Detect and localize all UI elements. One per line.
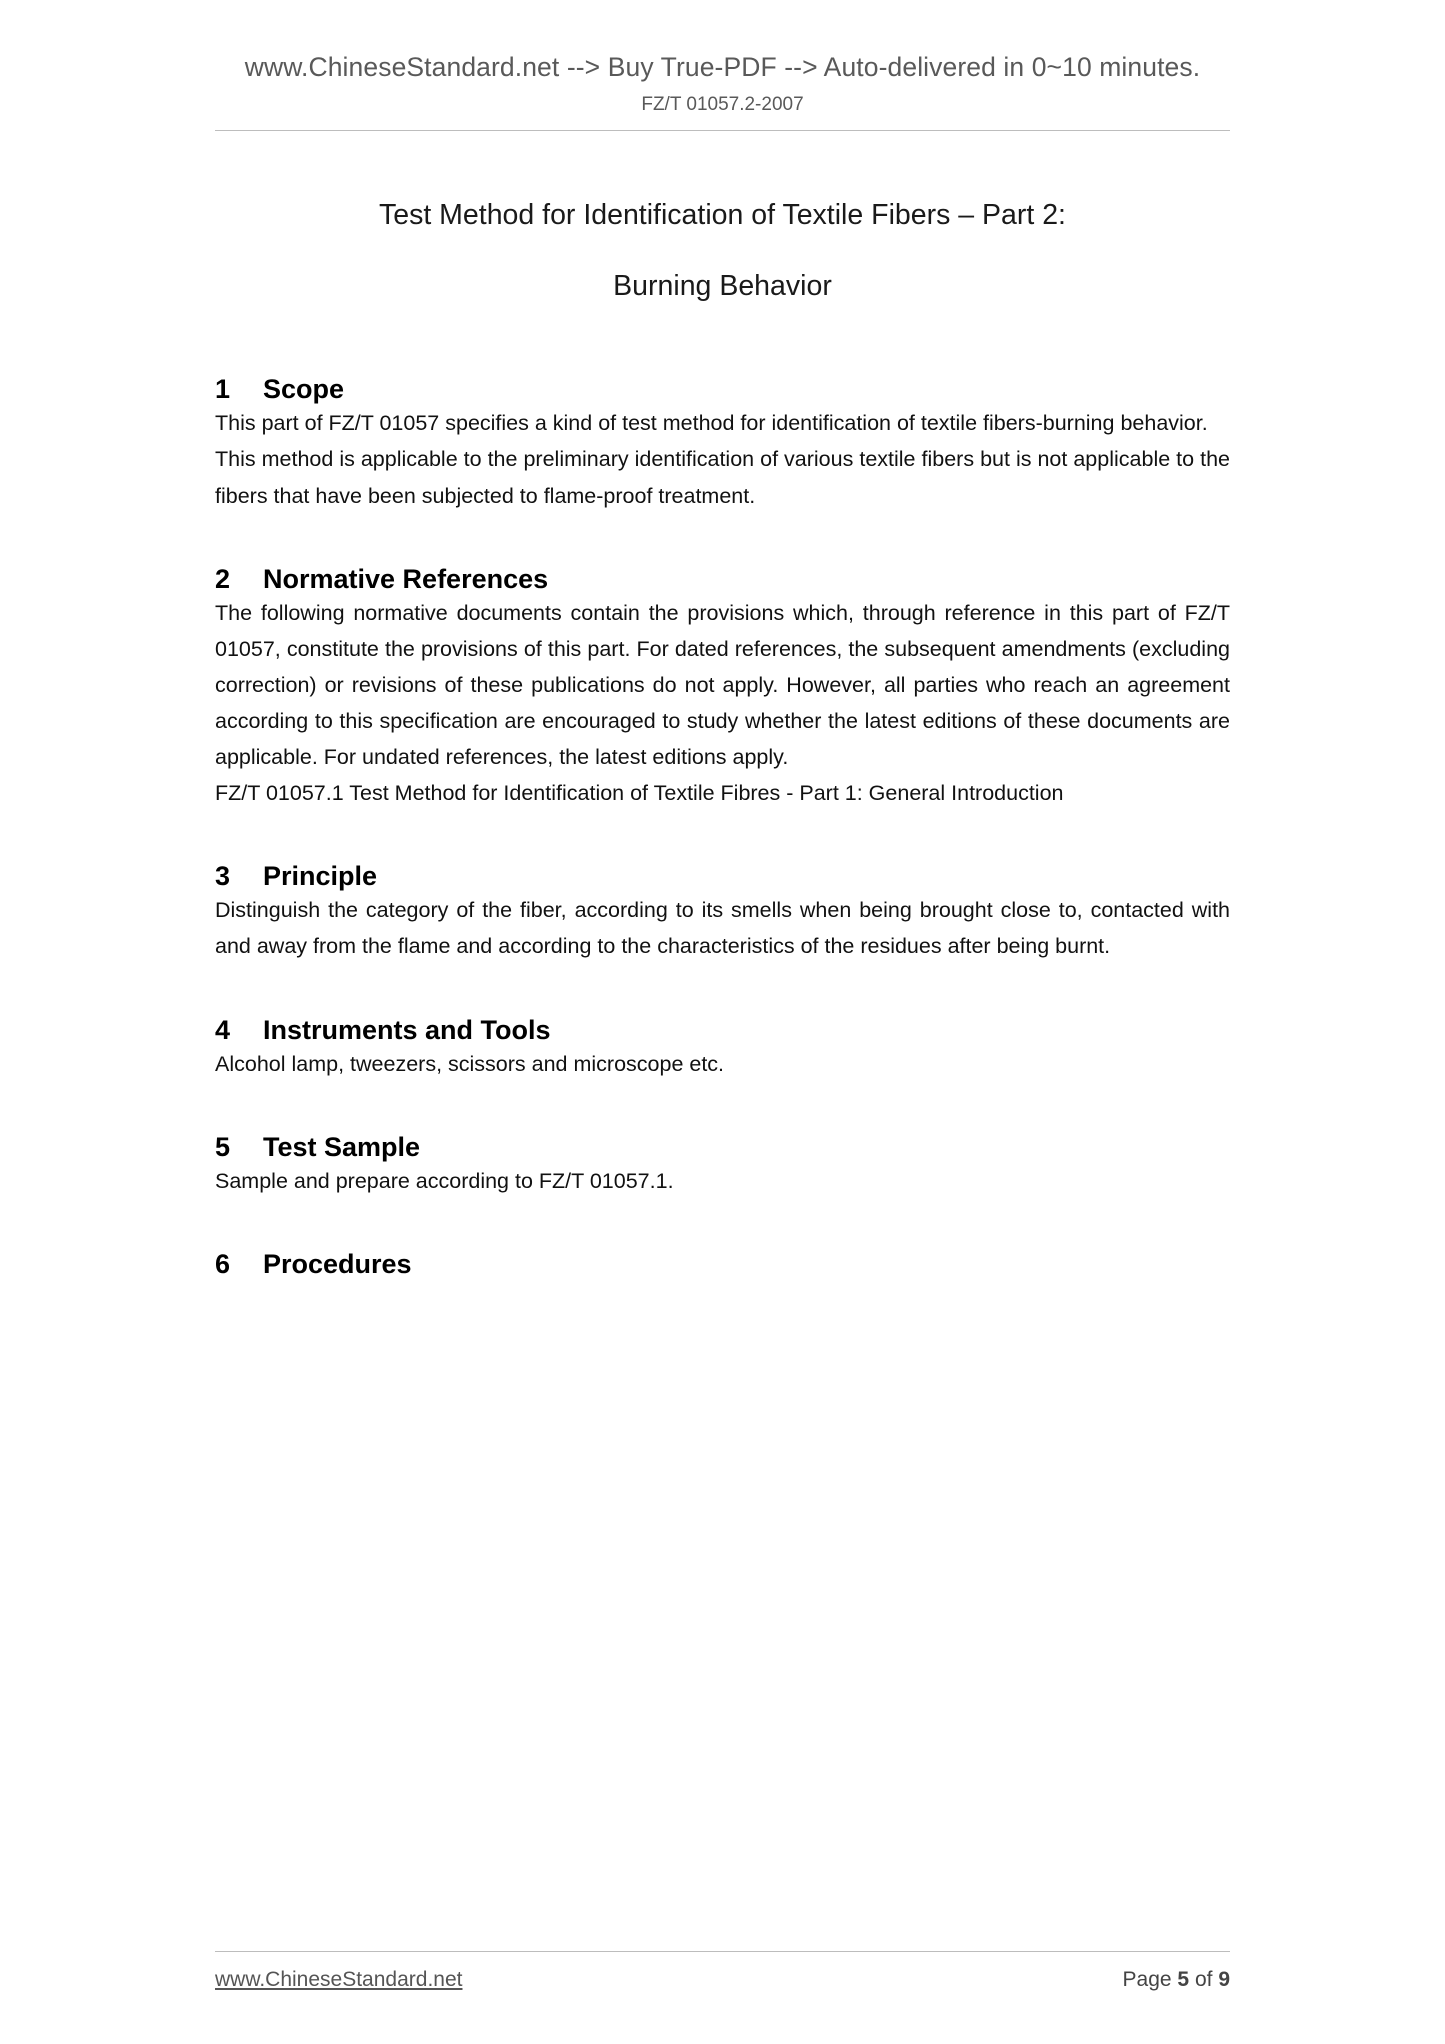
section-title: Test Sample xyxy=(263,1131,421,1162)
section-heading-test-sample xyxy=(215,1132,1230,1163)
section-heading-scope xyxy=(215,374,1230,405)
page-footer xyxy=(0,1951,1445,1992)
section-heading-normative-references xyxy=(215,564,1230,595)
page-total: 9 xyxy=(1218,1968,1230,1991)
header-divider xyxy=(215,130,1230,131)
paragraph: This method is applicable to the preliminary identification of various textile fibers but is not applicable to the fibers that have been subjected to flame-proof treatment. xyxy=(215,447,1230,508)
paragraph: Sample and prepare according to FZ/T 01057.1. xyxy=(215,1168,674,1193)
page-of-label: of xyxy=(1194,1968,1213,1991)
section-number: 2 xyxy=(215,563,231,594)
section-title: Scope xyxy=(263,374,345,405)
document-body xyxy=(215,193,1230,1280)
page-indicator xyxy=(1123,1968,1230,1992)
section-number: 5 xyxy=(215,1131,231,1162)
page-header xyxy=(0,0,1445,131)
paragraph: This part of FZ/T 01057 specifies a kind of test method for identification of textile fibers-burning behavior. xyxy=(215,411,1208,436)
section-heading-procedures xyxy=(215,1249,1230,1280)
page-label: Page xyxy=(1122,1968,1172,1991)
section-number: 4 xyxy=(215,1014,231,1045)
section-title: Procedures xyxy=(263,1248,412,1279)
page-title-line-1: Test Method for Identification of Textile Fibers – Part 2: xyxy=(379,199,1066,231)
footer-site-link[interactable]: www.ChineseStandard.net xyxy=(215,1968,463,1991)
section-heading-principle xyxy=(215,861,1230,892)
section-title: Instruments and Tools xyxy=(263,1014,551,1045)
section-title: Normative References xyxy=(263,563,549,594)
page-title-line-2: Burning Behavior xyxy=(613,270,832,303)
paragraph: Distinguish the category of the fiber, according to its smells when being brought close to, contacted with and away from the flame and according to the characteristics of the residues after being burnt. xyxy=(215,898,1230,959)
promo-banner: www.ChineseStandard.net --> Buy True-PDF --> Auto-delivered in 0~10 minutes. xyxy=(244,52,1201,82)
section-number: 3 xyxy=(215,861,231,892)
standard-code: FZ/T 01057.2-2007 xyxy=(641,94,804,115)
section-number: 1 xyxy=(215,374,231,405)
page-title xyxy=(215,193,1230,308)
section-number: 6 xyxy=(215,1248,231,1279)
paragraph: The following normative documents contain the provisions which, through reference in this part of FZ/T 01057, constitute the provisions of this part. For dated references, the subsequent amendments (excluding correction) or revisions of these publications do not apply. However, all parties who reach an agreement according to this specification are encouraged to study whether the latest editions of these documents are applicable. For undated references, the latest editions apply. xyxy=(215,600,1230,770)
paragraph: FZ/T 01057.1 Test Method for Identification of Textile Fibres - Part 1: General Introduction xyxy=(215,781,1064,806)
section-heading-instruments-and-tools xyxy=(215,1015,1230,1046)
paragraph: Alcohol lamp, tweezers, scissors and microscope etc. xyxy=(215,1051,725,1076)
page-number: 5 xyxy=(1177,1968,1190,1991)
section-title: Principle xyxy=(263,861,378,892)
